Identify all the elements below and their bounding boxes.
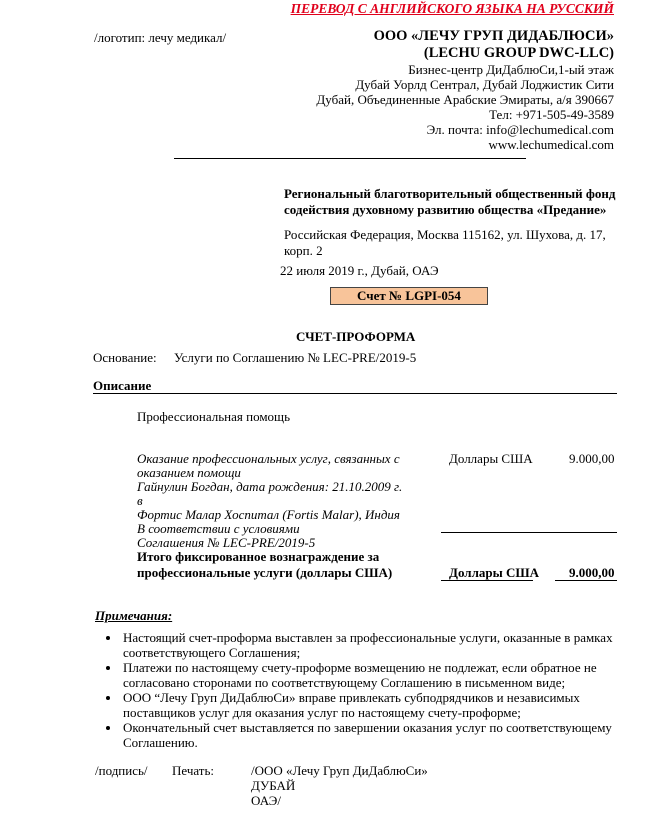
header-divider	[174, 158, 526, 159]
company-address-line: Бизнес-центр ДиДаблюСи,1-ый этаж	[408, 62, 614, 77]
total-label	[137, 549, 427, 581]
service-detail-line: оказанием помощи	[137, 465, 241, 480]
total-amount-rule	[555, 580, 617, 581]
service-detail-line: Оказание профессиональных услуг, связанных с	[137, 451, 400, 466]
stamp-line: ДУБАЙ	[251, 778, 296, 793]
company-email: Эл. почта: info@lechumedical.com	[426, 122, 614, 137]
service-detail-line: В соответствии с условиями	[137, 521, 300, 536]
company-phone: Тел: +971-505-49-3589	[489, 107, 614, 122]
recipient-address: Российская Федерация, Москва 115162, ул. Шухова, д. 17,	[284, 227, 606, 242]
notes-header: Примечания:	[95, 608, 173, 623]
logo-placeholder: /логотип: лечу медикал/	[94, 30, 227, 45]
recipient-block	[284, 186, 624, 259]
company-address-line: Дубай Уорлд Сентрал, Дубай Лоджистик Сити	[355, 77, 614, 92]
total-currency-rule	[441, 580, 533, 581]
document-title: СЧЕТ-ПРОФОРМА	[296, 329, 416, 344]
stamp-line: /ООО «Лечу Груп ДиДаблюСи»	[251, 763, 428, 778]
recipient-name: Региональный благотворительный общественный фонд	[284, 186, 616, 201]
line-amount: 9.000,00	[569, 451, 615, 466]
service-detail-line: Фортис Малар Хоспитал (Fortis Malar), Индия	[137, 507, 400, 522]
basis-value: Услуги по Соглашению № LEC-PRE/2019-5	[174, 350, 417, 365]
service-detail-line: Гайнулин Богдан, дата рождения: 21.10.2009 г. в	[137, 479, 403, 508]
company-name-ru: ООО «ЛЕЧУ ГРУП ДИДАБЛЮСИ»	[373, 28, 614, 44]
note-item: • Настоящий счет-проформа выставлен за профессиональные услуги, оказанные в рамках соответствующего Соглашения;	[121, 630, 641, 660]
note-item: • Платежи по настоящему счету-проформе возмещению не подлежат, если обратное не согласовано сторонами по соответствующему Соглашению в письменном виде;	[121, 660, 641, 690]
subtotal-rule	[441, 532, 617, 533]
total-label-line: профессиональные услуги (доллары США)	[137, 565, 393, 580]
total-currency: Доллары США	[449, 565, 540, 580]
total-amount: 9.000,00	[569, 565, 615, 580]
recipient-address: корп. 2	[284, 243, 323, 258]
invoice-number-box: Счет № LGPI-054	[330, 287, 488, 305]
recipient-name: содействия духовному развитию общества «Предание»	[284, 202, 607, 217]
basis-label: Основание:	[93, 350, 157, 365]
service-detail-line: Соглашения № LEC-PRE/2019-5	[137, 535, 316, 550]
description-header: Описание	[93, 378, 152, 393]
service-title: Профессиональная помощь	[137, 409, 290, 424]
note-item: • Окончательный счет выставляется по завершении оказания услуг по соответствующему Соглашению.	[121, 720, 641, 750]
company-header	[316, 28, 614, 152]
date-place: 22 июля 2019 г., Дубай, ОАЭ	[280, 263, 439, 278]
notes-list	[95, 630, 641, 750]
company-website: www.lechumedical.com	[488, 137, 614, 152]
line-currency: Доллары США	[449, 451, 533, 466]
company-name-en: (LECHU GROUP DWC-LLC)	[423, 45, 614, 61]
note-item: • ООО “Лечу Груп ДиДаблюСи» вправе привлекать субподрядчиков и независимых поставщиков услуг для оказания услуг по настоящему счету-проформе;	[121, 690, 641, 720]
description-header-rule	[93, 393, 617, 394]
translation-banner: ПЕРЕВОД С АНГЛИЙСКОГО ЯЗЫКА НА РУССКИЙ	[290, 1, 614, 16]
stamp-label: Печать:	[172, 763, 215, 778]
company-address-line: Дубай, Объединенные Арабские Эмираты, а/я 390667	[316, 92, 614, 107]
stamp-text	[251, 763, 428, 808]
signature-label: /подпись/	[95, 763, 148, 778]
total-label-line: Итого фиксированное вознаграждение за	[137, 549, 380, 564]
service-details	[137, 452, 407, 550]
stamp-line: ОАЭ/	[251, 793, 281, 808]
